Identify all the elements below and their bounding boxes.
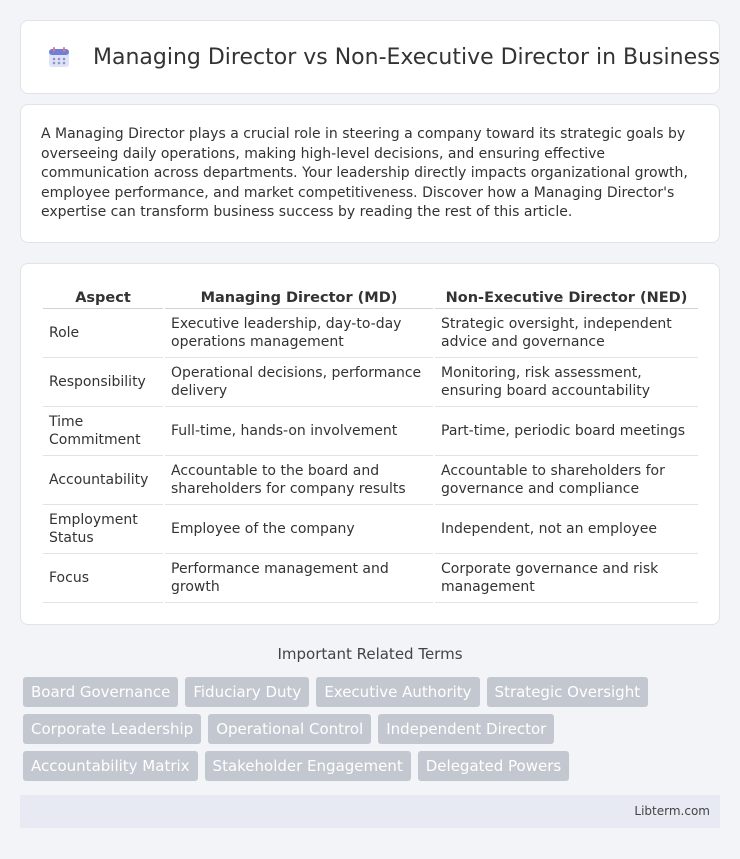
cell-aspect: Employment Status xyxy=(43,504,164,553)
header-non-executive-director: Non-Executive Director (NED) xyxy=(434,286,698,308)
tag-accountability-matrix[interactable]: Accountability Matrix xyxy=(23,751,198,781)
cell-aspect: Role xyxy=(43,308,164,357)
table-row xyxy=(43,455,698,504)
comparison-table-card xyxy=(20,263,720,625)
tag-board-governance[interactable]: Board Governance xyxy=(23,677,178,707)
cell-md: Full-time, hands-on involvement xyxy=(164,406,434,455)
tag-corporate-leadership[interactable]: Corporate Leadership xyxy=(23,714,201,744)
cell-aspect: Time Commitment xyxy=(43,406,164,455)
cell-md: Executive leadership, day-to-day operations management xyxy=(164,308,434,357)
comparison-table xyxy=(43,286,698,603)
cell-aspect: Accountability xyxy=(43,455,164,504)
footer xyxy=(20,795,720,828)
cell-aspect: Responsibility xyxy=(43,357,164,406)
header-aspect: Aspect xyxy=(43,286,164,308)
cell-ned: Independent, not an employee xyxy=(434,504,698,553)
cell-md: Operational decisions, performance delivery xyxy=(164,357,434,406)
intro-paragraph: A Managing Director plays a crucial role in steering a company toward its strategic goals by overseeing daily operations, making high-level decisions, and ensuring effective communication across departments. Your leadership directly impacts organizational growth, employee performance, and market competitiveness. Discover how a Managing Director's expertise can transform business success by reading the rest of this article. xyxy=(41,126,688,220)
related-terms-title: Important Related Terms xyxy=(277,645,463,663)
tag-executive-authority[interactable]: Executive Authority xyxy=(316,677,479,707)
table-row xyxy=(43,504,698,553)
table-row xyxy=(43,308,698,357)
cell-aspect: Focus xyxy=(43,553,164,602)
cell-ned: Part-time, periodic board meetings xyxy=(434,406,698,455)
cell-md: Performance management and growth xyxy=(164,553,434,602)
cell-ned: Strategic oversight, independent advice and governance xyxy=(434,308,698,357)
tag-strategic-oversight[interactable]: Strategic Oversight xyxy=(487,677,649,707)
intro-card xyxy=(20,104,720,243)
cell-ned: Corporate governance and risk management xyxy=(434,553,698,602)
table-row xyxy=(43,406,698,455)
cell-md: Accountable to the board and shareholders for company results xyxy=(164,455,434,504)
header-managing-director: Managing Director (MD) xyxy=(164,286,434,308)
cell-md: Employee of the company xyxy=(164,504,434,553)
tag-operational-control[interactable]: Operational Control xyxy=(208,714,371,744)
page-title: Managing Director vs Non-Executive Director in Business xyxy=(93,44,721,70)
cell-ned: Accountable to shareholders for governance and compliance xyxy=(434,455,698,504)
footer-brand-link[interactable]: Libterm.com xyxy=(634,804,710,818)
tag-delegated-powers[interactable]: Delegated Powers xyxy=(418,751,569,781)
tag-stakeholder-engagement[interactable]: Stakeholder Engagement xyxy=(205,751,411,781)
tag-independent-director[interactable]: Independent Director xyxy=(378,714,554,744)
header-card xyxy=(20,20,720,94)
tag-fiduciary-duty[interactable]: Fiduciary Duty xyxy=(185,677,309,707)
table-header-row xyxy=(43,286,698,308)
table-row xyxy=(43,357,698,406)
cell-ned: Monitoring, risk assessment, ensuring board accountability xyxy=(434,357,698,406)
related-terms-list xyxy=(23,677,723,788)
table-row xyxy=(43,553,698,602)
calendar-icon xyxy=(47,44,71,70)
